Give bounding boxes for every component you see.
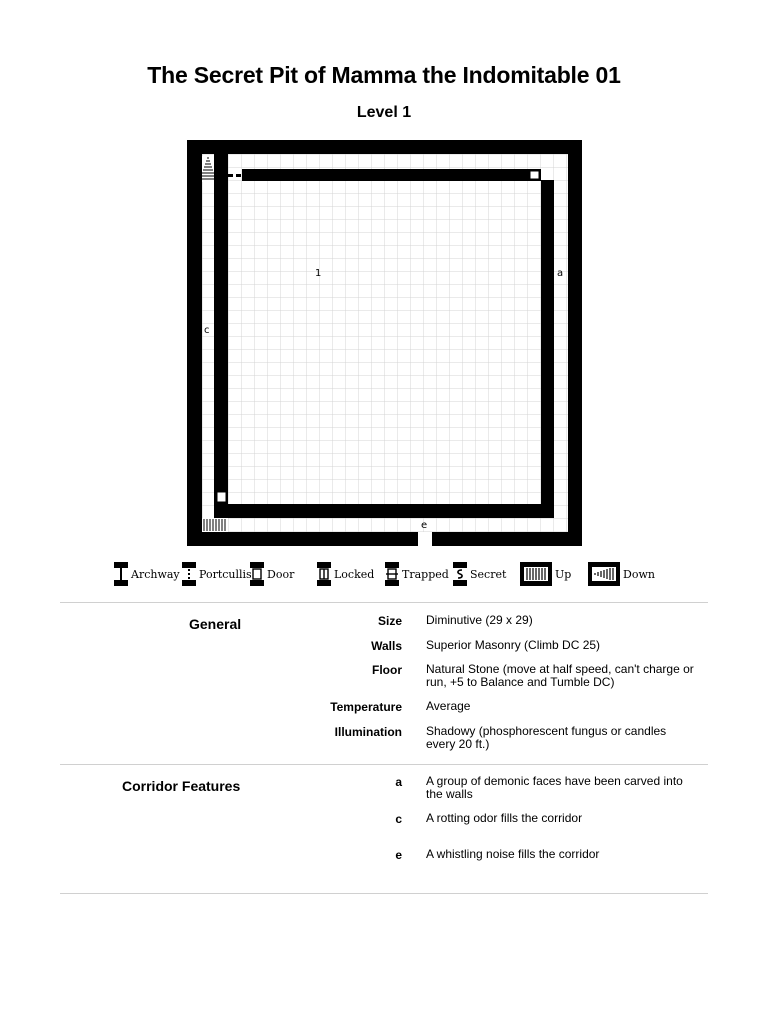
bottom-wall <box>214 504 554 518</box>
legend-trapped <box>384 560 449 588</box>
legend-locked <box>316 560 374 588</box>
portcullis-icon <box>181 560 197 588</box>
top-wall <box>242 169 528 181</box>
legend-label: Down <box>623 567 655 581</box>
row-key: e <box>395 848 402 862</box>
row-key: a <box>395 775 402 789</box>
row-key: Illumination <box>334 725 402 739</box>
row-key: Temperature <box>330 700 402 714</box>
divider <box>60 893 708 894</box>
legend-label: Secret <box>470 567 507 581</box>
row-key: Size <box>377 614 402 628</box>
legend-label: Trapped <box>402 567 449 581</box>
legend-label: Door <box>267 567 295 581</box>
legend-label: Locked <box>334 567 375 581</box>
divider <box>60 602 708 603</box>
row-key: Walls <box>371 639 402 653</box>
row-value: A whistling noise fills the corridor <box>426 847 600 861</box>
right-wall <box>541 180 554 518</box>
stairs-up-icon <box>519 560 553 588</box>
level-subtitle: Level 1 <box>356 104 412 121</box>
bottom-opening <box>418 532 432 546</box>
stairs-up-icon <box>202 518 228 532</box>
row-key: Floor <box>372 663 402 677</box>
legend-label: Up <box>555 567 572 581</box>
row-value: Superior Masonry (Climb DC 25) <box>426 638 601 652</box>
divider <box>60 764 708 765</box>
row-value: Average <box>426 699 471 713</box>
legend-down <box>587 560 655 588</box>
legend-secret <box>452 560 506 588</box>
corridor-label-c: c <box>204 325 210 336</box>
legend-door <box>249 560 294 588</box>
left-wall <box>214 154 228 506</box>
row-value: Natural Stone (move at half speed, can't charge or run, +5 to Balance and Tumble DC) <box>426 662 694 689</box>
corridor-features-heading: Corridor Features <box>122 778 241 794</box>
room-label-1: 1 <box>315 268 322 279</box>
stairs-down-icon <box>587 560 621 588</box>
legend-archway <box>113 560 180 588</box>
legend-portcullis <box>181 560 252 588</box>
archway-icon <box>113 560 129 588</box>
secret-door-icon <box>452 560 468 588</box>
row-value: Diminutive (29 x 29) <box>426 613 533 627</box>
general-heading: General <box>189 616 242 632</box>
stairs-down-icon <box>202 156 214 182</box>
legend-up <box>519 560 571 588</box>
legend-label: Portcullis <box>199 567 252 581</box>
row-value: A rotting odor fills the corridor <box>426 811 583 825</box>
door-icon <box>215 490 228 504</box>
trapped-door-icon <box>384 560 400 588</box>
row-value: A group of demonic faces have been carved into the walls <box>426 774 683 801</box>
row-value: Shadowy (phosphorescent fungus or candles every 20 ft.) <box>426 724 667 751</box>
page-title: The Secret Pit of Mamma the Indomitable 01 <box>147 62 621 88</box>
corridor-label-e: e <box>421 520 428 531</box>
corridor-label-a: a <box>557 268 564 279</box>
door-icon <box>528 169 541 181</box>
legend-label: Archway <box>131 567 180 581</box>
locked-door-icon <box>316 560 332 588</box>
door-icon <box>249 560 265 588</box>
row-key: c <box>395 812 402 826</box>
